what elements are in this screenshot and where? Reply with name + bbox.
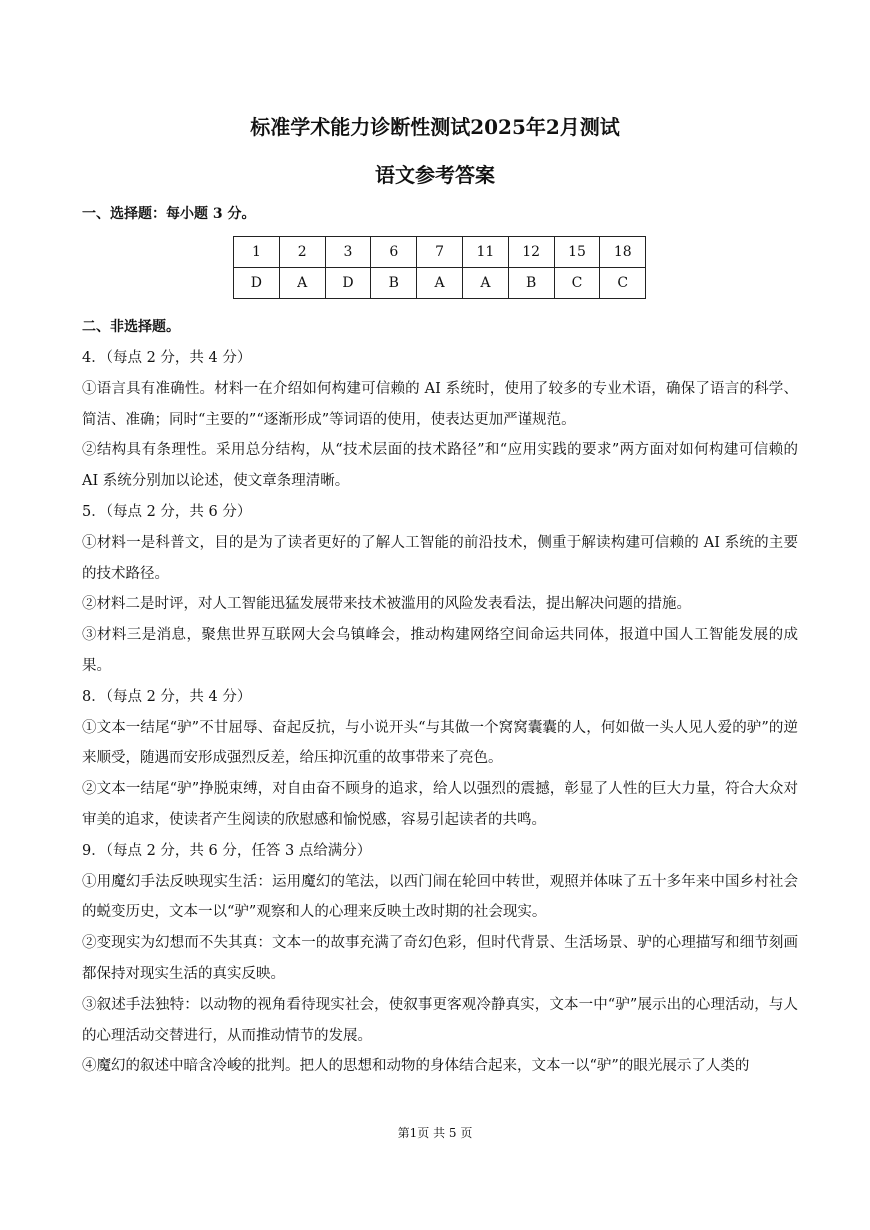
answer-cell: B — [508, 268, 554, 299]
answer-cell: A — [279, 268, 325, 299]
answer-table — [233, 236, 646, 299]
answer-point: ①用魔幻手法反映现实生活：运用魔幻的笔法，以西门闹在轮回中转世，观照并体味了五十多年来中国乡村社会的蜕变历史，文本一以“驴”观察和人的心理来反映土改时期的社会现实。 — [82, 873, 798, 921]
answer-point: ①材料一是科普文，目的是为了读者更好的了解人工智能的前沿技术，侧重于解读构建可信赖的 AI 系统的主要的技术路径。 — [82, 534, 798, 582]
answer-cell: A — [462, 268, 508, 299]
section-heading-choice: 一、选择题：每小题 3 分。 — [82, 206, 256, 222]
answer-point: ③材料三是消息，聚焦世界互联网大会乌镇峰会，推动构建网络空间命运共同体，报道中国人工智能发展的成果。 — [82, 627, 798, 674]
answer-point: ④魔幻的叙述中暗含冷峻的批判。把人的思想和动物的身体结合起来，文本一以“驴”的眼光展示了人类的 — [82, 1058, 750, 1075]
answer-cell: C — [600, 268, 646, 299]
question-header-8: 8．（每点 2 分，共 4 分） — [82, 688, 252, 705]
answer-point: ③叙述手法独特：以动物的视角看待现实社会，使叙事更客观冷静真实，文本一中“驴”展示出的心理活动，与人的心理活动交替进行，从而推动情节的发展。 — [82, 996, 798, 1044]
section-heading-nonchoice: 二、非选择题。 — [82, 319, 180, 335]
answer-cell: D — [325, 268, 371, 299]
question-number-row — [234, 237, 646, 268]
question-number: 3 — [325, 237, 371, 268]
question-number: 12 — [508, 237, 554, 268]
answer-point: ①文本一结尾“驴”不甘屈辱、奋起反抗，与小说开头“与其做一个窝窝囊囊的人，何如做一头人见人爱的驴”的逆来顺受，随遇而安形成强烈反差，给压抑沉重的故事带来了亮色。 — [82, 719, 798, 767]
question-number: 6 — [371, 237, 417, 268]
answer-cell: D — [234, 268, 280, 299]
page-number-footer: 第1页 共 5 页 — [397, 1126, 473, 1140]
question-header-9: 9．（每点 2 分，共 6 分，任答 3 点给满分） — [82, 842, 372, 859]
question-number: 2 — [279, 237, 325, 268]
answer-point: ②结构具有条理性。采用总分结构，从“技术层面的技术路径”和“应用实践的要求”两方面对如何构建可信赖的 AI 系统分别加以论述，使文章条理清晰。 — [82, 442, 798, 490]
page-subtitle: 语文参考答案 — [375, 163, 495, 187]
question-number: 7 — [417, 237, 463, 268]
answer-point: ②变现实为幻想而不失其真：文本一的故事充满了奇幻色彩，但时代背景、生活场景、驴的心理描写和细节刻画都保持对现实生活的真实反映。 — [82, 935, 798, 982]
answer-point: ②材料二是时评，对人工智能迅猛发展带来技术被滥用的风险发表看法，提出解决问题的措施。 — [82, 596, 691, 613]
answer-point: ②文本一结尾“驴”挣脱束缚，对自由奋不顾身的追求，给人以强烈的震撼，彰显了人性的巨大力量，符合大众对审美的追求，使读者产生阅读的欣慰感和愉悦感，容易引起读者的共鸣。 — [82, 781, 798, 828]
question-header-4: 4．（每点 2 分，共 4 分） — [82, 350, 252, 366]
answer-point: ①语言具有准确性。材料一在介绍如何构建可信赖的 AI 系统时，使用了较多的专业术语，确保了语言的科学、简洁、准确；同时“主要的”“逐渐形成”等词语的使用，使表达更加严谨规范。 — [82, 380, 798, 428]
answer-cell: C — [554, 268, 600, 299]
answer-cell: A — [417, 268, 463, 299]
question-number: 18 — [600, 237, 646, 268]
page-title: 标准学术能力诊断性测试2025年2月测试 — [250, 115, 620, 139]
answer-body — [82, 343, 798, 1082]
answer-cell: B — [371, 268, 417, 299]
question-header-5: 5．（每点 2 分，共 6 分） — [82, 503, 252, 520]
question-number: 11 — [462, 237, 508, 268]
question-number: 15 — [554, 237, 600, 268]
question-number: 1 — [234, 237, 280, 268]
answer-row — [234, 268, 646, 299]
